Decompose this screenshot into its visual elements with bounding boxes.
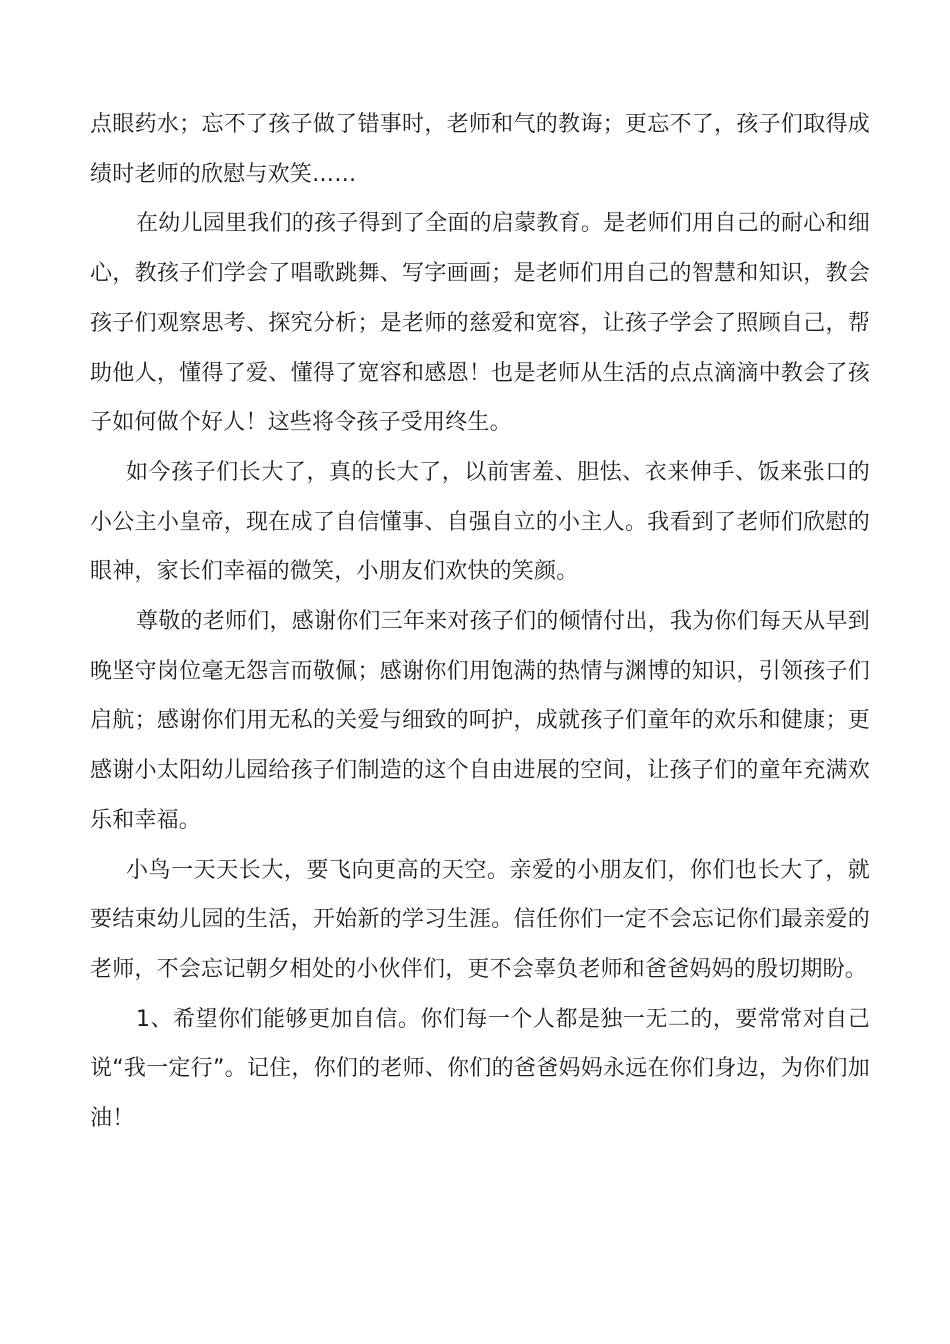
- paragraph-6: 1、希望你们能够更加自信。你们每一个人都是独一无二的，要常常对自己说“我一定行”。记住，你们的老师、你们的爸爸妈妈永远在你们身边，为你们加油！: [90, 1006, 870, 1132]
- paragraph-3: 如今孩子们长大了，真的长大了，以前害羞、胆怯、衣来伸手、饭来张口的小公主小皇帝，现在成了自信懂事、自强自立的小主人。我看到了老师们欣慰的眼神，家长们幸福的微笑，小朋友们欢快的笑颜。: [90, 459, 870, 585]
- paragraph-4: 尊敬的老师们，感谢你们三年来对孩子们的倾情付出，我为你们每天从早到晚坚守岗位毫无怨言而敬佩；感谢你们用饱满的热情与渊博的知识，引领孩子们启航；感谢你们用无私的关爱与细致的呵护，成就孩子们童年的欢乐和健康；更感谢小太阳幼儿园给孩子们制造的这个自由进展的空间，让孩子们的童年充满欢乐和幸福。: [90, 609, 870, 833]
- document-page: [90, 100, 870, 1144]
- paragraph-2: 在幼儿园里我们的孩子得到了全面的启蒙教育。是老师们用自己的耐心和细心，教孩子们学会了唱歌跳舞、写字画画；是老师们用自己的智慧和知识，教会孩子们观察思考、探究分析；是老师的慈爱和宽容，让孩子学会了照顾自己，帮助他人，懂得了爱、懂得了宽容和感恩！也是老师从生活的点点滴滴中教会了孩子如何做个好人！这些将令孩子受用终生。: [90, 211, 870, 436]
- paragraph-1: 点眼药水；忘不了孩子做了错事时，老师和气的教诲；更忘不了，孩子们取得成绩时老师的欣慰与欢笑……: [90, 112, 870, 187]
- paragraph-5: 小鸟一天天长大，要飞向更高的天空。亲爱的小朋友们，你们也长大了，就要结束幼儿园的生活，开始新的学习生涯。信任你们一定不会忘记你们最亲爱的老师，不会忘记朝夕相处的小伙伴们，更不会辜负老师和爸爸妈妈的殷切期盼。: [90, 857, 870, 982]
